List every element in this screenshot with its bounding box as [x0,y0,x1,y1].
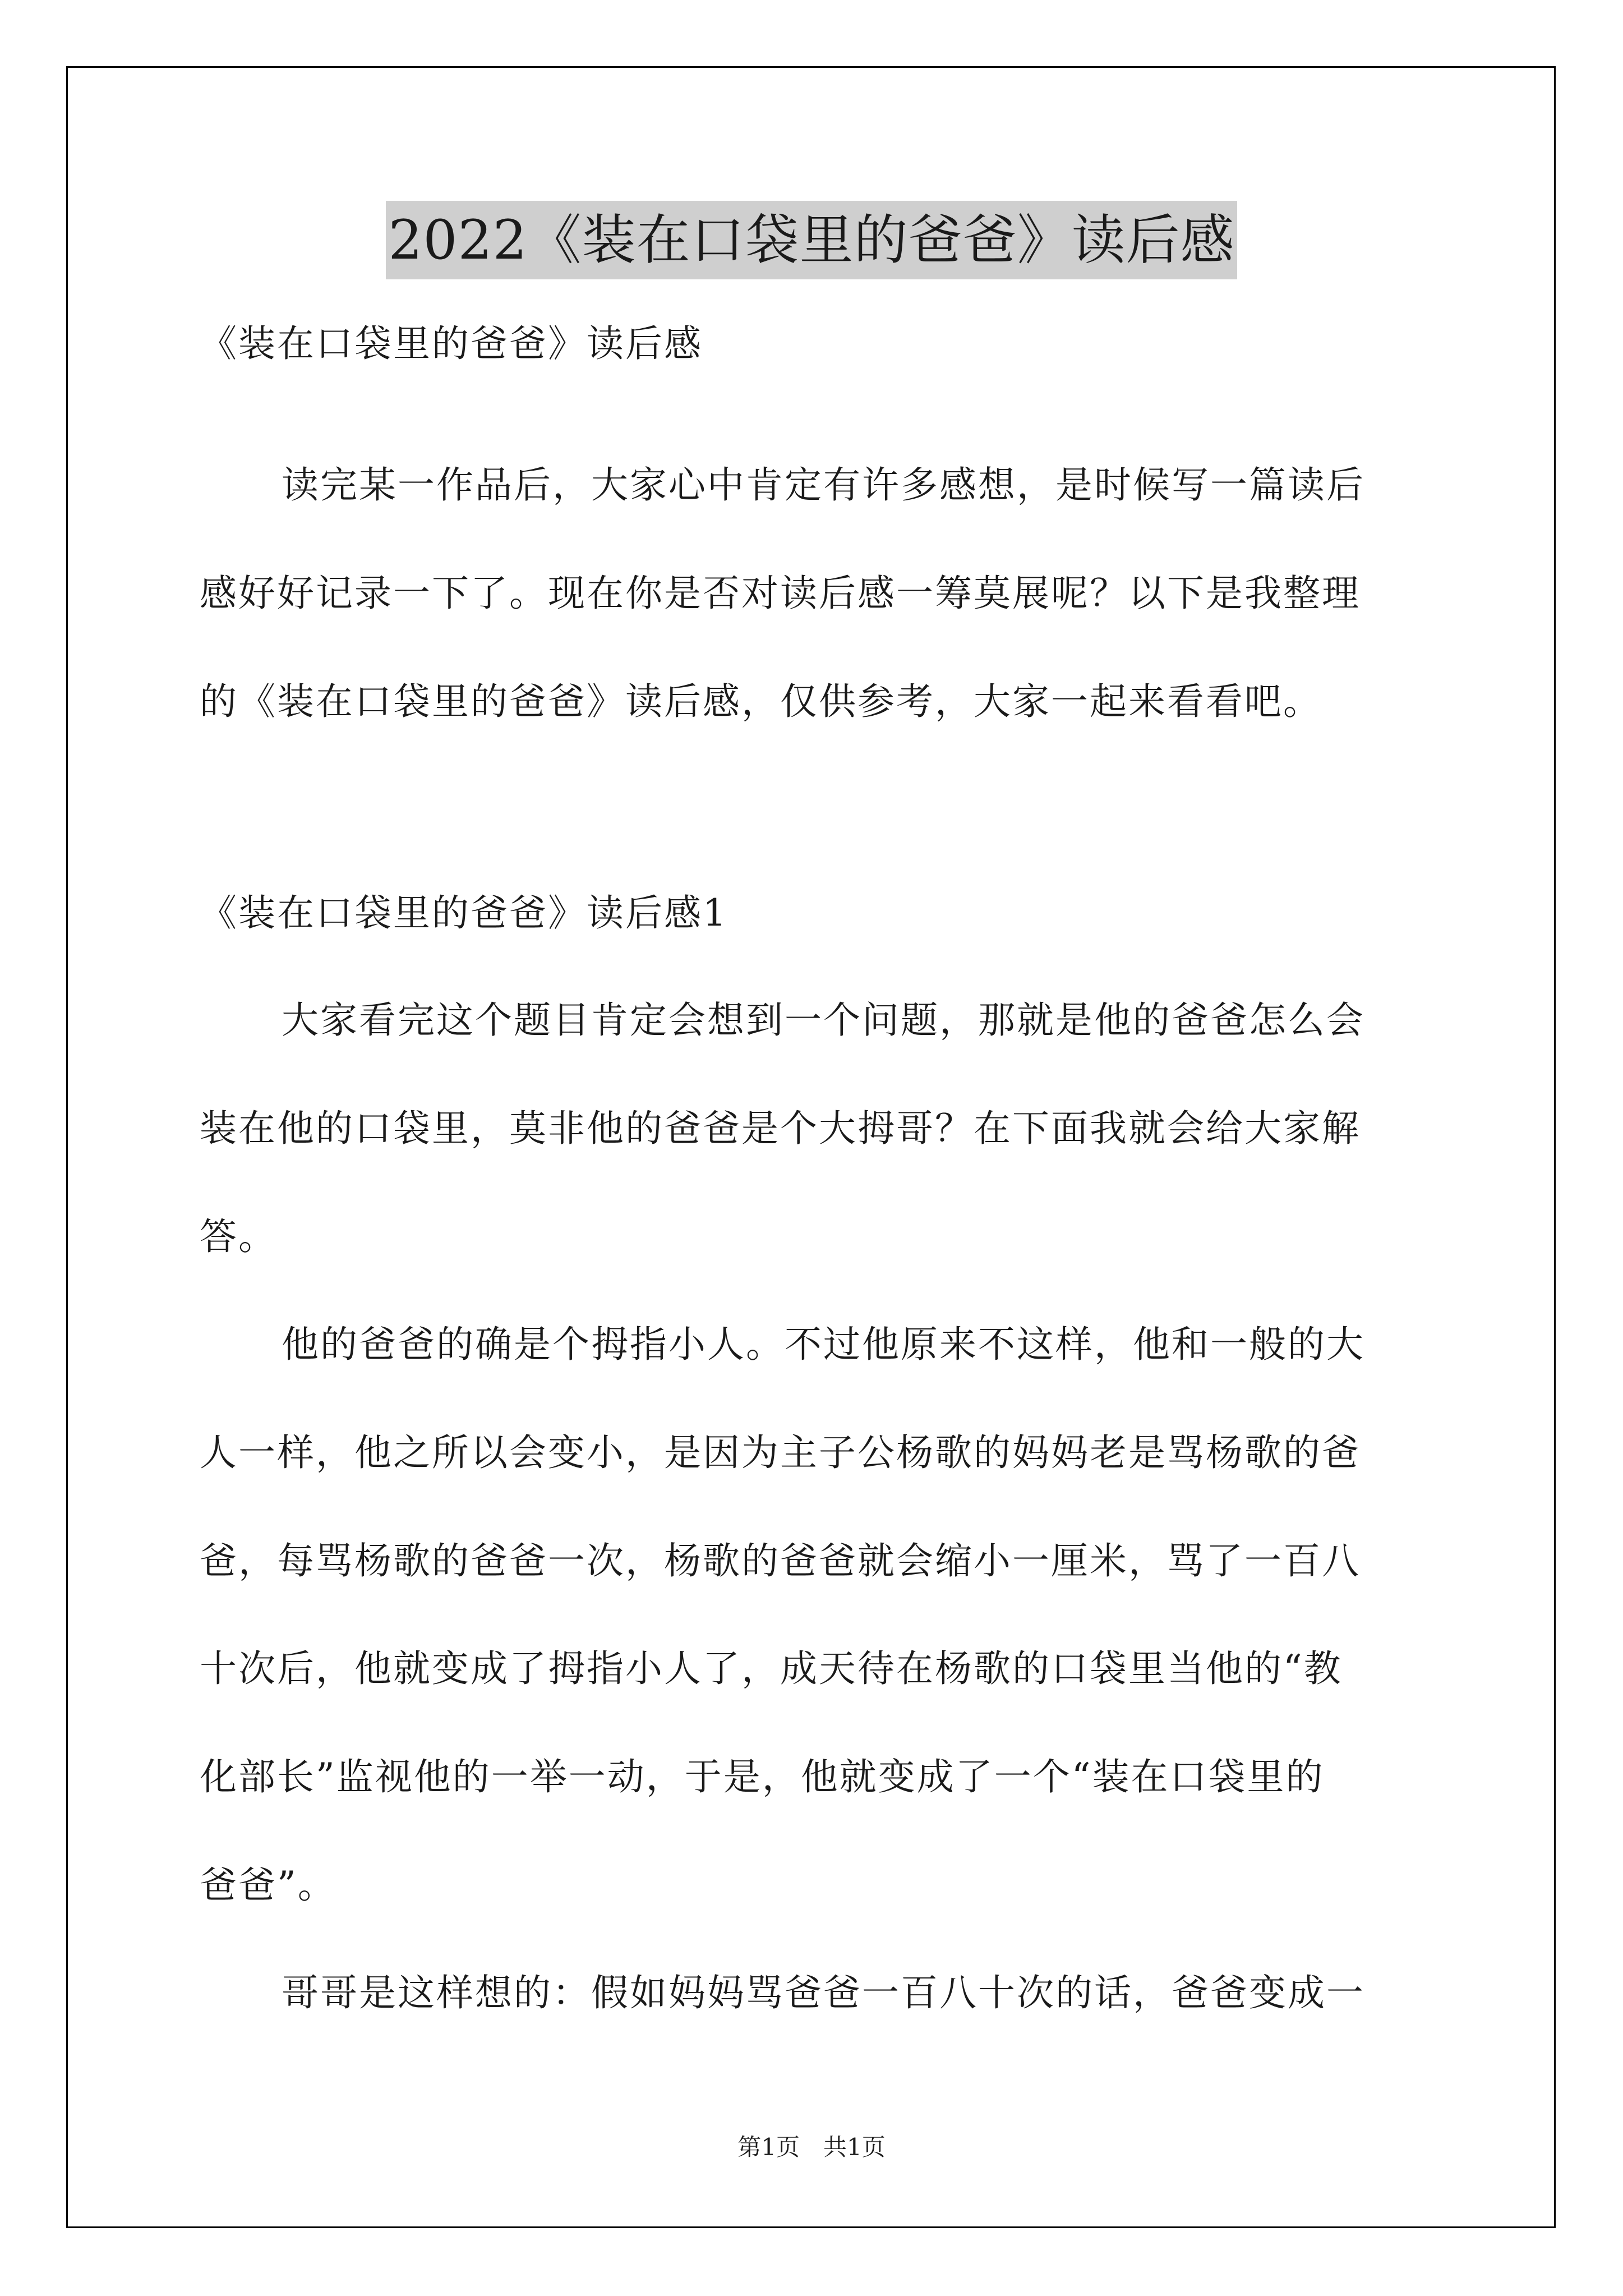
para1-line-2: 装在他的口袋里，莫非他的爸爸是个大拇哥？在下面我就会给大家解 [200,1107,1361,1150]
title-wrap [0,201,1623,279]
intro-line-2: 感好好记录一下了。现在你是否对读后感一筹莫展呢？以下是我整理 [200,572,1361,615]
section-heading: 《装在口袋里的爸爸》读后感1 [200,891,728,935]
subtitle: 《装在口袋里的爸爸》读后感 [200,322,703,365]
para2-line-3: 爸，每骂杨歌的爸爸一次，杨歌的爸爸就会缩小一厘米，骂了一百八 [200,1539,1361,1582]
intro-line-3: 的《装在口袋里的爸爸》读后感，仅供参考，大家一起来看看吧。 [200,680,1322,723]
para1-line-1: 大家看完这个题目肯定会想到一个问题，那就是他的爸爸怎么会 [282,999,1365,1042]
document-title: 2022《装在口袋里的爸爸》读后感 [386,201,1237,279]
para3-line-1: 哥哥是这样想的：假如妈妈骂爸爸一百八十次的话，爸爸变成一 [282,1971,1365,2014]
para2-line-5: 化部长”监视他的一举一动，于是，他就变成了一个“装在口袋里的 [200,1755,1325,1798]
para2-line-1: 他的爸爸的确是个拇指小人。不过他原来不这样，他和一般的大 [282,1323,1365,1366]
para2-line-6: 爸爸”。 [200,1864,336,1907]
para2-line-2: 人一样，他之所以会变小，是因为主子公杨歌的妈妈老是骂杨歌的爸 [200,1431,1361,1474]
para1-line-3: 答。 [200,1215,277,1258]
intro-line-1: 读完某一作品后，大家心中肯定有许多感想，是时候写一篇读后 [282,463,1365,507]
para2-line-4: 十次后，他就变成了拇指小人了，成天待在杨歌的口袋里当他的“教 [200,1647,1343,1690]
page-footer: 第1页 共1页 [737,2133,886,2161]
